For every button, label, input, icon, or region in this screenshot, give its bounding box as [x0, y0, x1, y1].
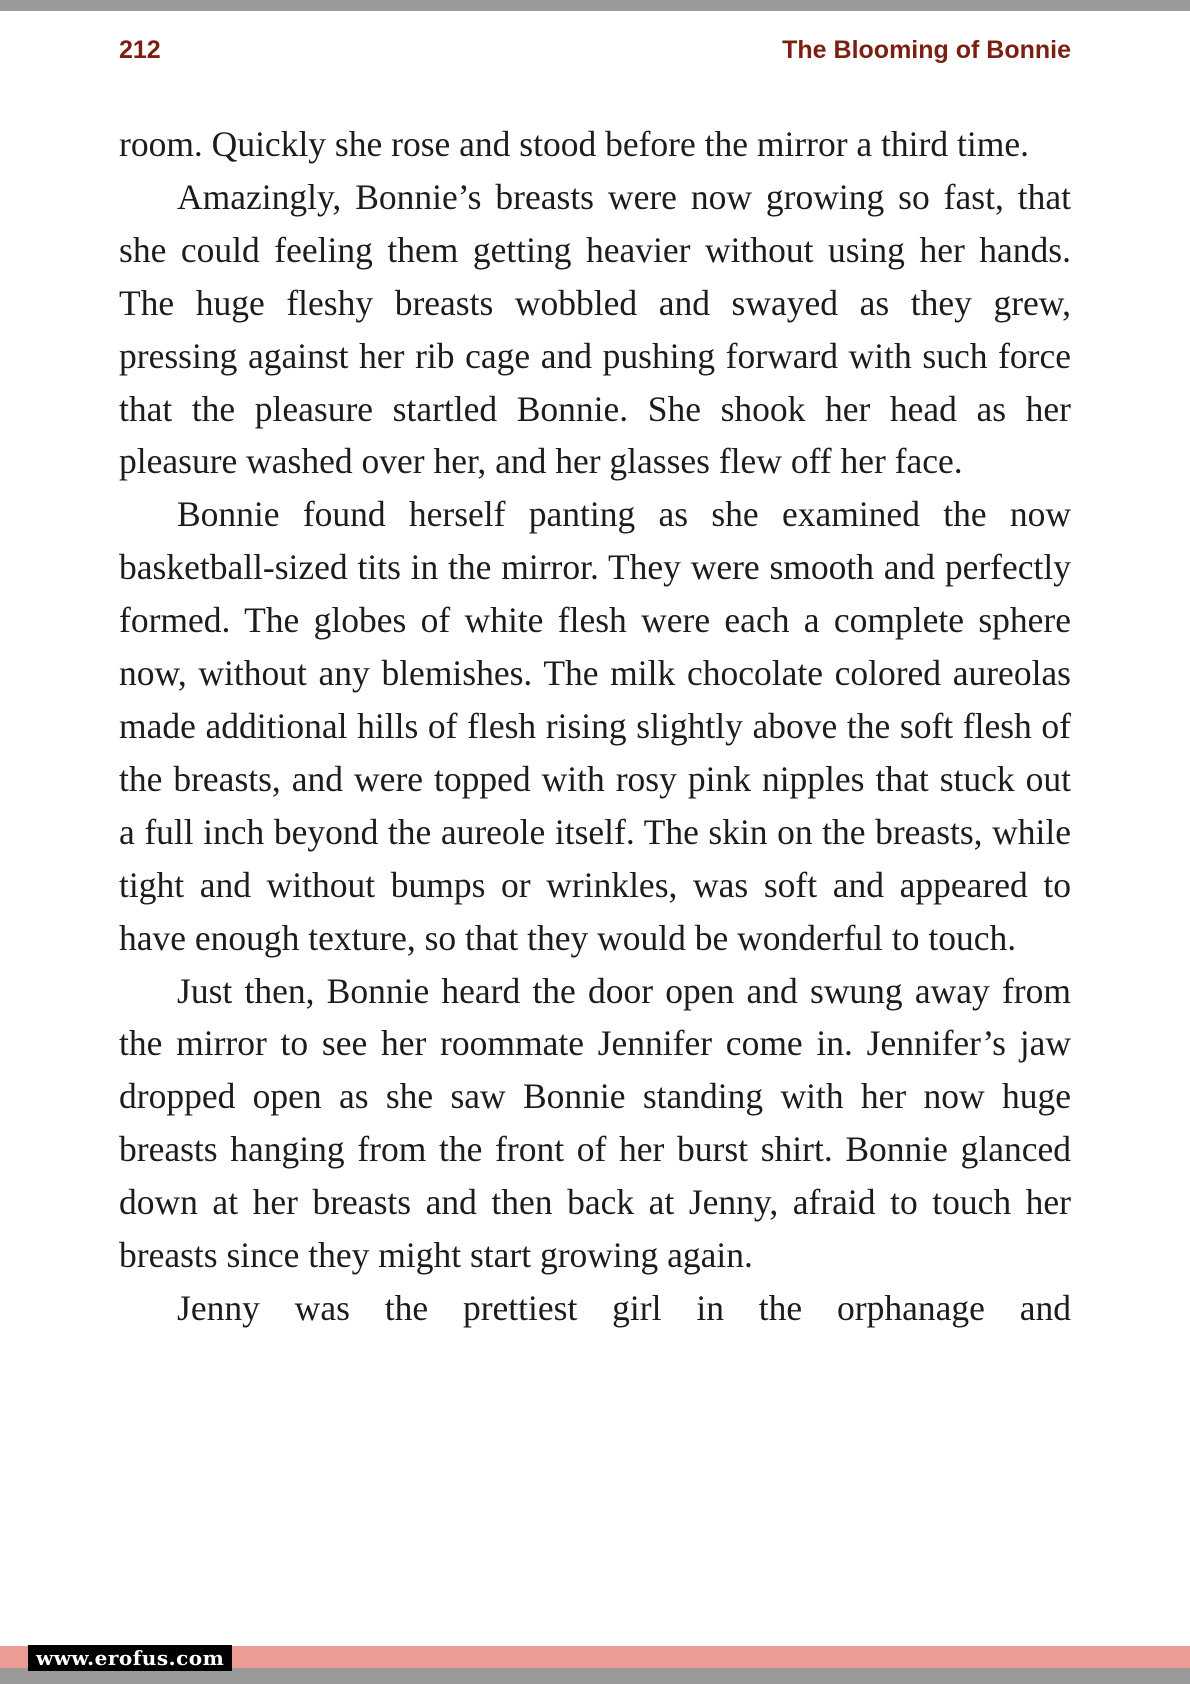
watermark-label: www.erofus.com	[28, 1645, 232, 1671]
paragraph-5: Jenny was the prettiest girl in the orphanage and	[177, 1287, 1071, 1328]
paragraph-4: Just then, Bonnie heard the door open and swung away from the mirror to see her roommate Jennifer come in. Jennifer’s jaw dropped open as she saw Bonnie standing with her now huge breasts hanging from the front of her burst shirt. Bonnie glanced down at her breasts and then back at Jenny, afraid to touch her breasts since they might start growing again.	[119, 970, 1071, 1276]
top-border-bar	[0, 0, 1190, 11]
running-title: The Blooming of Bonnie	[782, 35, 1071, 64]
paragraph-3: Bonnie found herself panting as she examined the now basketball-sized tits in the mirror. They were smooth and perfectly formed. The globes of white flesh were each a complete sphere now, without any blemishes. The milk chocolate colored aureolas made additional hills of flesh rising slightly above the soft flesh of the breasts, and were topped with rosy pink nipples that stuck out a full inch beyond the aureole itself. The skin on the breasts, while tight and without bumps or wrinkles, was soft and appeared to have enough texture, so that they would be wonderful to touch.	[119, 494, 1071, 958]
page-body	[119, 118, 1071, 1335]
paragraph-2: Amazingly, Bonnie’s breasts were now growing so fast, that she could feeling them getting heavier without using her hands. The huge fleshy breasts wobbled and swayed as they grew, pressing against her rib cage and pushing forward with such force that the pleasure startled Bonnie. She shook her head as her pleasure washed over her, and her glasses flew off her face.	[119, 176, 1071, 482]
paragraph-1: room. Quickly she rose and stood before the mirror a third time.	[119, 124, 1029, 164]
page-header	[119, 30, 1071, 70]
page-number: 212	[119, 35, 161, 64]
